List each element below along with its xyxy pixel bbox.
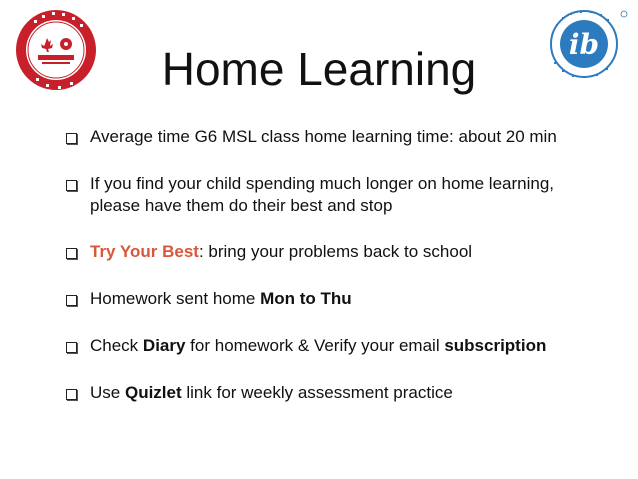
- page-title: Home Learning: [161, 43, 477, 95]
- bullet-text: link for weekly assessment practice: [181, 383, 453, 402]
- bullet-text: : bring your problems back to school: [198, 242, 473, 261]
- bullet-text-line2: please have them do their best and stop: [90, 196, 393, 215]
- bullet-bold: subscription: [444, 336, 547, 355]
- bullet-item: [64, 288, 624, 310]
- bullet-bold: Mon to Thu: [260, 289, 352, 308]
- bullet-text: for homework & Verify your email: [185, 336, 445, 355]
- bullet-text-line1: If you find your child spending much longer on home learning,: [90, 174, 555, 193]
- checkbox-bullet-icon: [66, 295, 77, 306]
- bullet-item: [64, 241, 624, 263]
- bullet-item: [64, 382, 624, 404]
- bullet-text: Homework sent home: [90, 289, 261, 308]
- bullet-item: [64, 173, 624, 217]
- svg-text:ib: ib: [568, 28, 600, 61]
- bullet-text: Average time G6 MSL class home learning time: about 20 min: [90, 127, 557, 146]
- bullet-text: Use: [90, 383, 125, 402]
- bullet-text: Check: [90, 336, 143, 355]
- bullet-item: [64, 335, 624, 357]
- checkbox-bullet-icon: [66, 389, 77, 400]
- bullet-bold: Quizlet: [124, 383, 182, 402]
- checkbox-bullet-icon: [66, 180, 77, 191]
- bullet-item: [64, 126, 624, 148]
- bullet-list: [64, 126, 624, 429]
- bullet-bold: Diary: [142, 336, 186, 355]
- checkbox-bullet-icon: [66, 133, 77, 144]
- checkbox-bullet-icon: [66, 342, 77, 353]
- checkbox-bullet-icon: [66, 248, 77, 259]
- bullet-highlight: Try Your Best: [90, 242, 199, 261]
